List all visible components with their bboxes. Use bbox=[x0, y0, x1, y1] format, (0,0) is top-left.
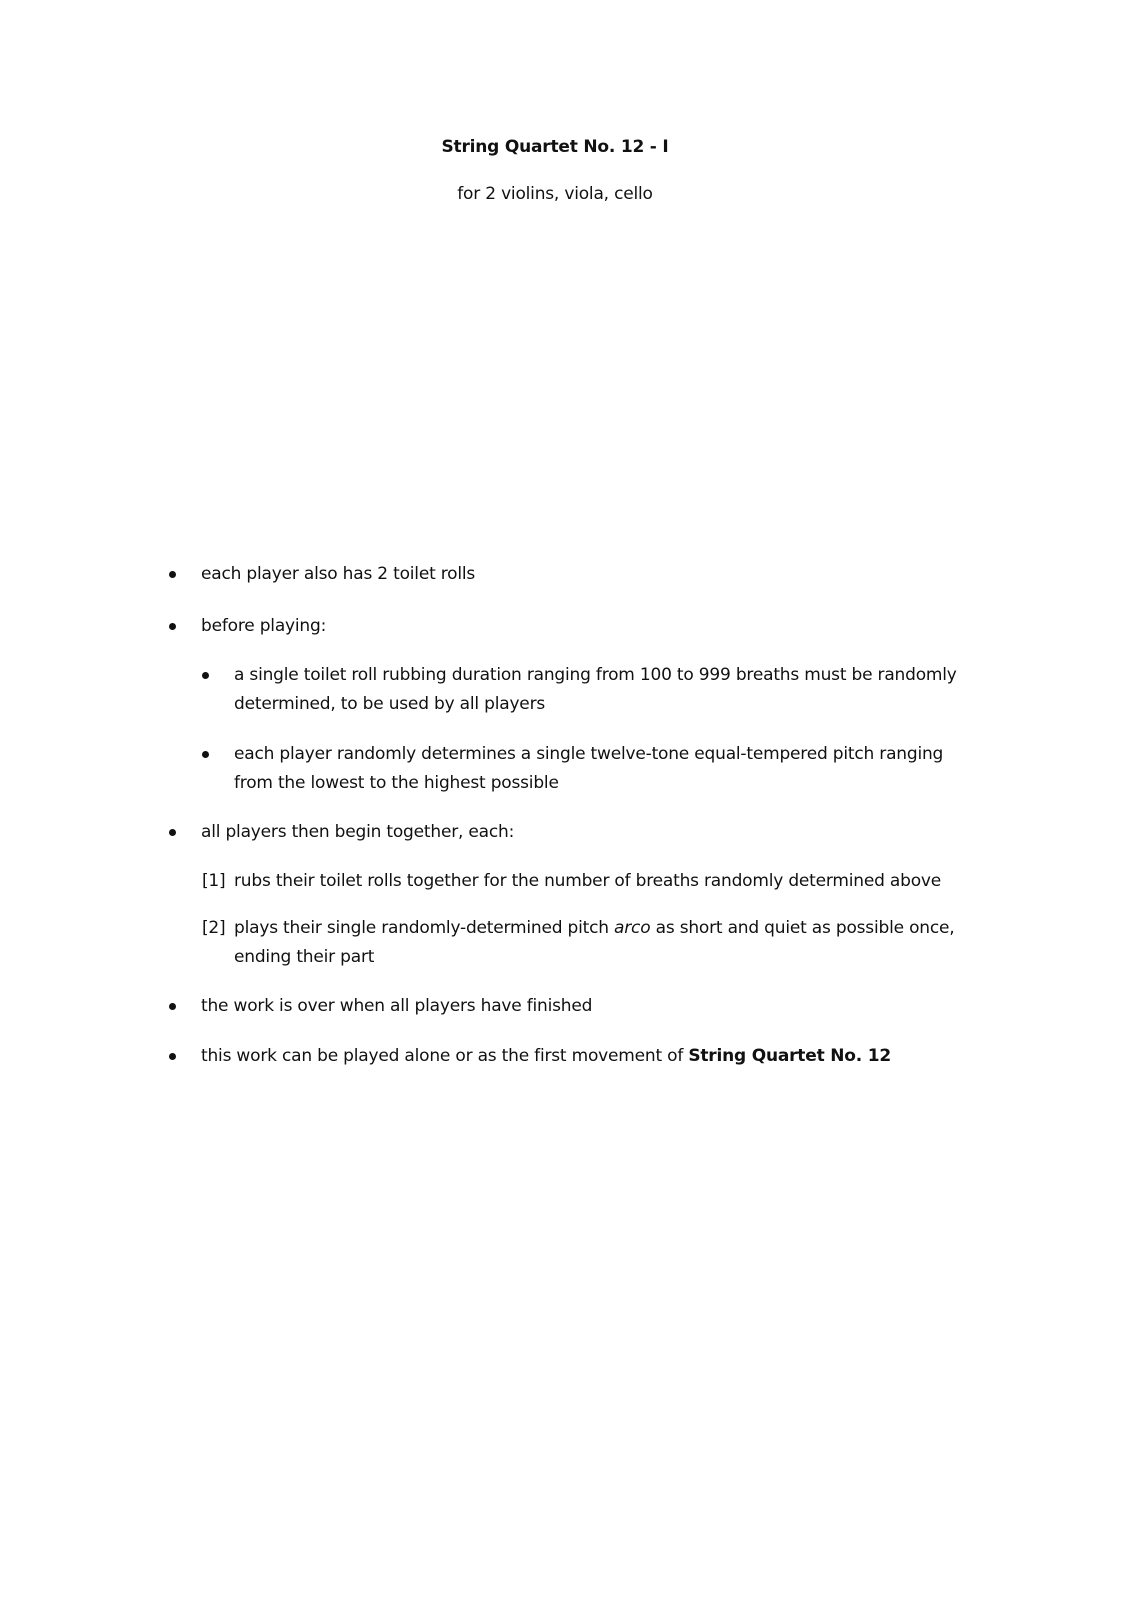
step-text-part: as short and quiet as possible once, ending their part bbox=[234, 918, 955, 967]
bullet-icon bbox=[169, 992, 176, 1010]
sub-list-item bbox=[0, 661, 1131, 719]
list-item-text: all players then begin together, each: bbox=[201, 822, 515, 842]
document-title: String Quartet No. 12 - I bbox=[441, 137, 669, 157]
numbered-step bbox=[0, 914, 1131, 972]
bullet-icon bbox=[169, 1042, 176, 1060]
bullet-icon bbox=[202, 740, 209, 758]
list-item-text bbox=[201, 1042, 981, 1071]
list-item-text: the work is over when all players have finished bbox=[201, 996, 593, 1016]
list-item-text-part: this work can be played alone or as the first movement of bbox=[201, 1046, 689, 1066]
list-item-text: before playing: bbox=[201, 616, 327, 636]
step-text bbox=[234, 914, 974, 972]
bullet-icon bbox=[169, 612, 176, 630]
list-item bbox=[0, 992, 1131, 1021]
work-title-reference: String Quartet No. 12 bbox=[688, 1046, 891, 1066]
list-item bbox=[0, 612, 1131, 641]
list-item bbox=[0, 1042, 1131, 1071]
step-number: [2] bbox=[202, 918, 226, 938]
step-number: [1] bbox=[202, 871, 226, 891]
numbered-step bbox=[0, 867, 1131, 896]
step-text: rubs their toilet rolls together for the number of breaths randomly determined above bbox=[234, 871, 942, 891]
sub-list-item bbox=[0, 740, 1131, 798]
sub-list-item-text: a single toilet roll rubbing duration ranging from 100 to 999 breaths must be randomly determined, to be used by all players bbox=[234, 665, 957, 714]
list-item bbox=[0, 560, 1131, 589]
italic-term: arco bbox=[614, 918, 651, 938]
step-text-part: plays their single randomly-determined pitch bbox=[234, 918, 615, 938]
bullet-icon bbox=[169, 560, 176, 578]
sub-list-item-text: each player randomly determines a single twelve-tone equal-tempered pitch ranging from the lowest to the highest possible bbox=[234, 744, 944, 793]
list-item-text: each player also has 2 toilet rolls bbox=[201, 564, 476, 584]
bullet-icon bbox=[169, 818, 176, 836]
list-item bbox=[0, 818, 1131, 847]
bullet-icon bbox=[202, 661, 209, 679]
document-subtitle: for 2 violins, viola, cello bbox=[457, 184, 653, 204]
